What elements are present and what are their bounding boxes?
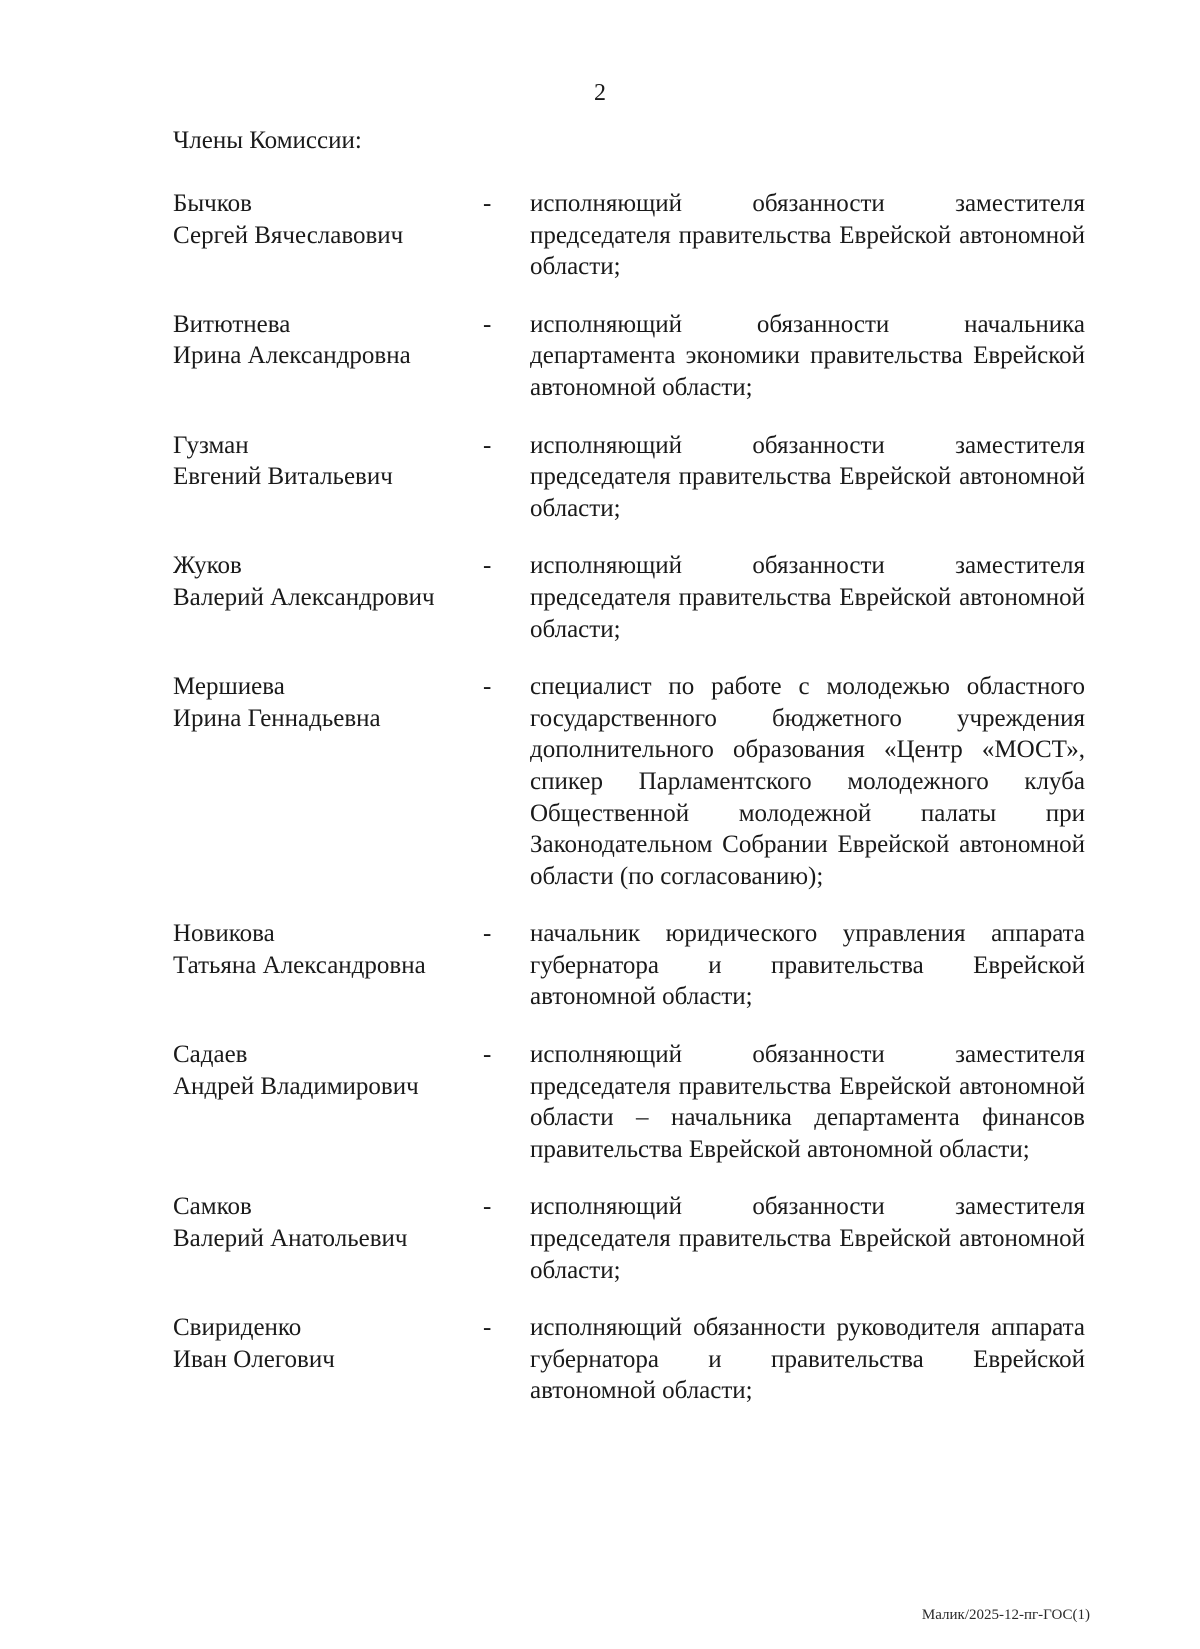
section-heading: Члены Комиссии: <box>173 127 362 154</box>
member-dash: - <box>483 431 492 459</box>
member-position: исполняющий обязанности заместителя председателя правительства Еврейской автономной области – начальника департамента финансов правительства Еврейской автономной области; <box>530 1041 1085 1163</box>
member-given-names: Евгений Витальевич <box>173 463 393 491</box>
member-entry <box>0 1191 1200 1286</box>
member-surname: Садаев <box>173 1041 248 1069</box>
member-dash: - <box>483 552 492 580</box>
member-surname: Жуков <box>173 552 242 580</box>
member-surname: Самков <box>173 1193 252 1221</box>
member-given-names: Андрей Владимирович <box>173 1072 419 1100</box>
member-given-names: Ирина Александровна <box>173 342 411 370</box>
member-name <box>173 671 463 734</box>
member-dash: - <box>483 190 492 217</box>
page-number: 2 <box>594 80 606 106</box>
member-entry <box>0 309 1200 404</box>
member-given-names: Валерий Анатольевич <box>173 1225 408 1253</box>
member-dash: - <box>483 1314 492 1342</box>
member-surname: Новикова <box>173 920 275 948</box>
member-dash: - <box>483 673 492 701</box>
member-surname: Витютнева <box>173 310 291 338</box>
member-name <box>173 918 463 981</box>
member-entry <box>0 1039 1200 1165</box>
member-given-names: Ирина Геннадьевна <box>173 704 381 732</box>
member-dash: - <box>483 1193 492 1221</box>
member-position: специалист по работе с молодежью областного государственного бюджетного учреждения дополнительного образования «Центр «МОСТ», спикер Парламентского молодежного клуба Общественной молодежной палаты при Законодательном Собрании Еврейской автономной области (по согласованию); <box>530 673 1085 890</box>
member-position: начальник юридического управления аппарата губернатора и правительства Еврейской автономной области; <box>530 920 1085 1011</box>
member-position: исполняющий обязанности заместителя председателя правительства Еврейской автономной области; <box>530 431 1085 522</box>
member-entry <box>0 430 1200 525</box>
member-name <box>173 309 463 372</box>
member-dash: - <box>483 920 492 948</box>
member-surname: Мершиева <box>173 673 285 701</box>
member-position: исполняющий обязанности заместителя председателя правительства Еврейской автономной области; <box>530 552 1085 643</box>
member-surname: Бычков <box>173 190 252 217</box>
members-list <box>0 188 1200 1407</box>
member-name <box>173 1191 463 1254</box>
member-name <box>173 188 463 251</box>
member-given-names: Сергей Вячеславович <box>173 221 404 249</box>
member-dash: - <box>483 1041 492 1069</box>
member-surname: Гузман <box>173 431 249 459</box>
member-name <box>173 1312 463 1375</box>
member-position: исполняющий обязанности заместителя председателя правительства Еврейской автономной области; <box>530 1193 1085 1284</box>
member-given-names: Валерий Александрович <box>173 583 435 611</box>
member-entry <box>0 671 1200 892</box>
member-given-names: Татьяна Александровна <box>173 951 426 979</box>
member-surname: Свириденко <box>173 1314 302 1342</box>
document-code: Малик/2025-12-пг-ГОС(1) <box>921 1607 1090 1623</box>
member-given-names: Иван Олегович <box>173 1345 335 1373</box>
member-entry <box>0 1312 1200 1407</box>
member-position: исполняющий обязанности руководителя аппарата губернатора и правительства Еврейской автономной области; <box>530 1314 1085 1405</box>
member-position: исполняющий обязанности начальника департамента экономики правительства Еврейской автономной области; <box>530 310 1085 401</box>
member-name <box>173 430 463 493</box>
member-entry <box>0 550 1200 645</box>
member-name <box>173 550 463 613</box>
member-entry <box>0 188 1200 283</box>
member-entry <box>0 918 1200 1013</box>
member-position: исполняющий обязанности заместителя председателя правительства Еврейской автономной области; <box>530 190 1085 281</box>
member-name <box>173 1039 463 1102</box>
member-dash: - <box>483 310 492 338</box>
